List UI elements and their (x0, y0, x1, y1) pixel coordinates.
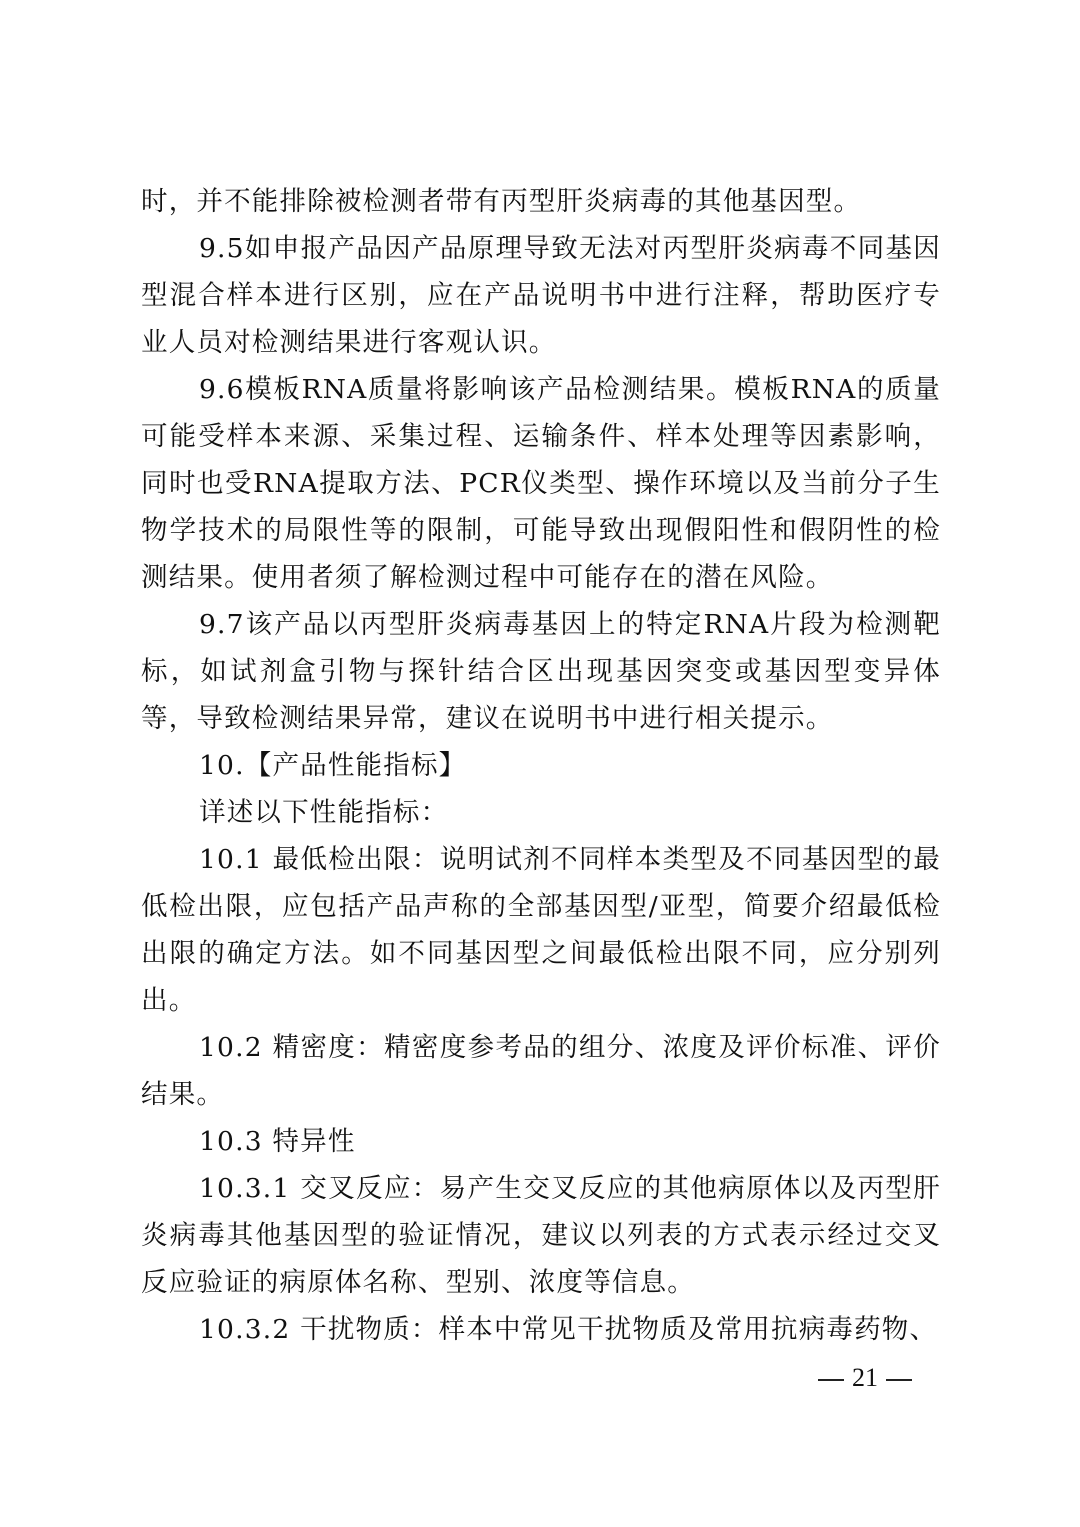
paragraph-10-intro: 详述以下性能指标： (199, 797, 449, 828)
paragraph-10-3-1: 10.3.1 交叉反应：易产生交叉反应的其他病原体以及丙型肝炎病毒其他基因型的验证情况，建议以列表的方式表示经过交叉反应验证的病原体名称、型别、浓度等信息。 (141, 1173, 941, 1298)
paragraph-9-6: 9.6模板RNA质量将影响该产品检测结果。模板RNA的质量可能受样本来源、采集过程、运输条件、样本处理等因素影响，同时也受RNA提取方法、PCR仪类型、操作环境以及当前分子生物学技术的局限性等的限制，可能导致出现假阳性和假阴性的检测结果。使用者须了解检测过程中可能存在的潜在风险。 (141, 374, 941, 593)
footer-dash-left (818, 1379, 844, 1381)
footer-dash-right (886, 1379, 912, 1381)
paragraph-genotype-note: 时，并不能排除被检测者带有丙型肝炎病毒的其他基因型。 (141, 186, 862, 217)
paragraph-10-2: 10.2 精密度：精密度参考品的组分、浓度及评价标准、评价结果。 (141, 1032, 941, 1110)
paragraph-9-5: 9.5如申报产品因产品原理导致无法对丙型肝炎病毒不同基因型混合样本进行区别，应在产品说明书中进行注释，帮助医疗专业人员对检测结果进行客观认识。 (141, 233, 941, 358)
paragraph-10-1: 10.1 最低检出限：说明试剂不同样本类型及不同基因型的最低检出限，应包括产品声称的全部基因型/亚型，简要介绍最低检出限的确定方法。如不同基因型之间最低检出限不同，应分别列出。 (141, 844, 941, 1016)
page-footer (810, 1358, 930, 1398)
paragraph-10-3: 10.3 特异性 (199, 1126, 356, 1157)
paragraph-10-3-2: 10.3.2 干扰物质：样本中常见干扰物质及常用抗病毒药物、 (199, 1314, 938, 1345)
section-heading-10: 10.【产品性能指标】 (199, 750, 467, 781)
document-body (141, 178, 941, 1353)
page-number: 21 (852, 1363, 878, 1392)
paragraph-9-7: 9.7该产品以丙型肝炎病毒基因上的特定RNA片段为检测靶标，如试剂盒引物与探针结合区出现基因突变或基因型变异体等，导致检测结果异常，建议在说明书中进行相关提示。 (141, 609, 941, 734)
